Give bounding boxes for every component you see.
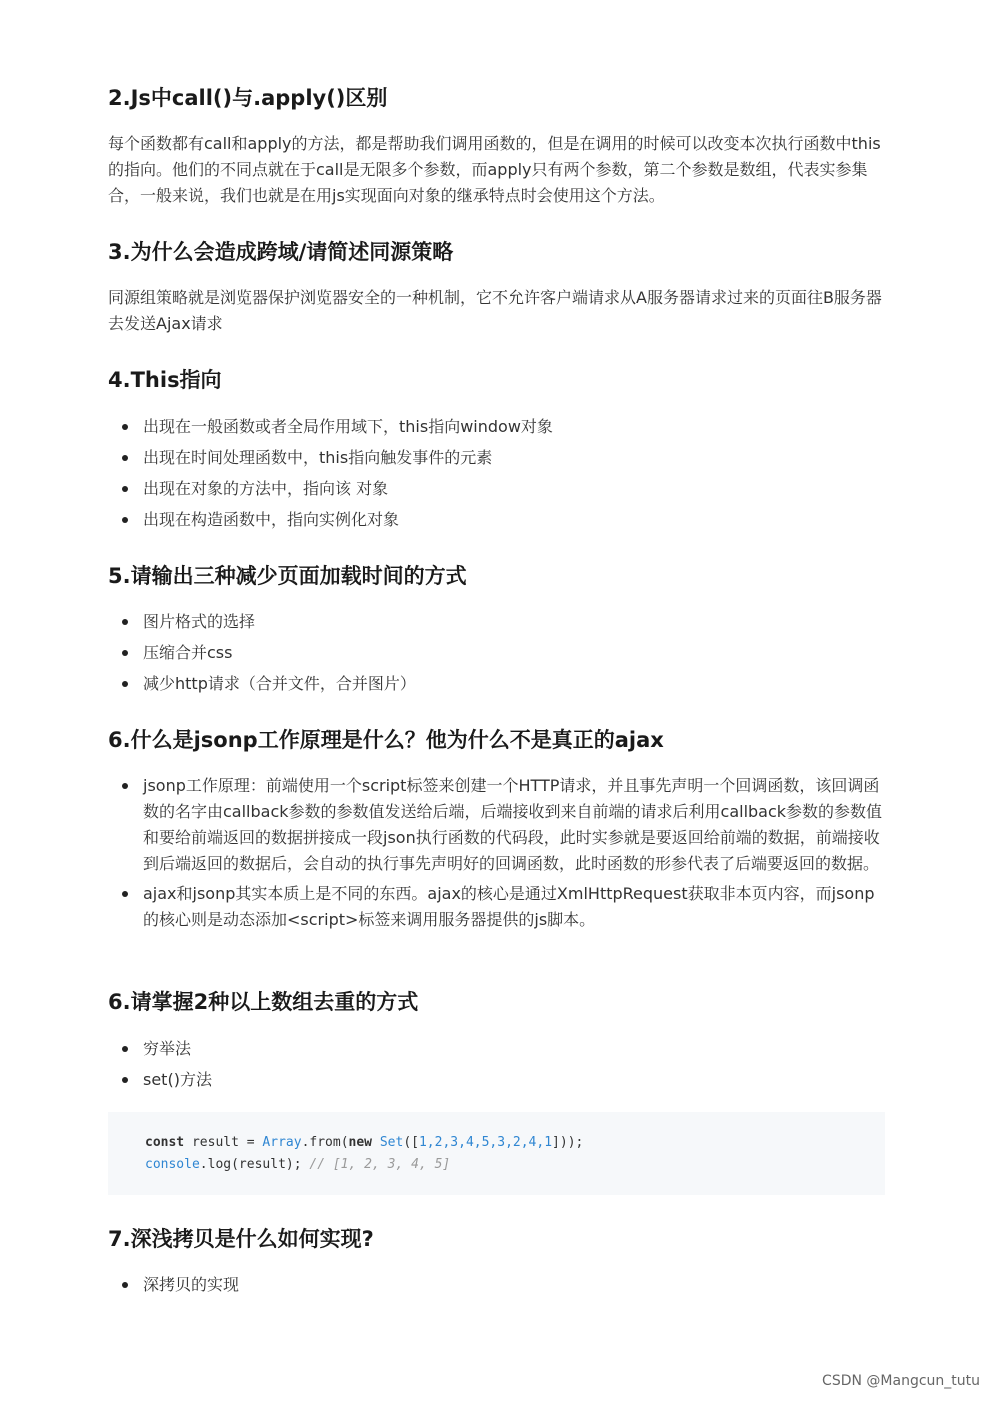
bullet-icon: [122, 1282, 128, 1288]
bullet-icon: [122, 619, 128, 625]
list-item-text: 减少http请求（合并文件，合并图片）: [143, 674, 416, 693]
code-keyword: const: [145, 1135, 185, 1150]
code-text: ]));: [552, 1135, 584, 1150]
code-numbers: 1,2,3,4,5,3,2,4,1: [418, 1135, 553, 1150]
list-item: [108, 671, 888, 702]
list-item: [108, 640, 888, 671]
code-line-2: [145, 1154, 450, 1176]
list-item: [108, 476, 888, 507]
list-item-text: 出现在时间处理函数中，this指向触发事件的元素: [143, 448, 493, 467]
section-paragraph-call-apply: 每个函数都有call和apply的方法，都是帮助我们调用函数的，但是在调用的时候可以改变本次执行函数中this的指向。他们的不同点就在于call是无限多个参数，而apply只有两个参数，第二个参数是数组，代表实参集合，一般来说，我们也就是在用js实现面向对象的继承特点时会使用这个方法。: [108, 134, 881, 205]
section-heading-array-dedupe: 6.请掌握2种以上数组去重的方式: [108, 990, 419, 1014]
section-heading-jsonp: 6.什么是jsonp工作原理是什么？他为什么不是真正的ajax: [108, 728, 664, 752]
code-class: Array: [262, 1135, 302, 1150]
code-text: ([: [403, 1135, 419, 1150]
bullet-icon: [122, 455, 128, 461]
code-text: result =: [184, 1135, 263, 1150]
code-class: Set: [379, 1135, 404, 1150]
page-load-list: [108, 609, 888, 702]
bullet-icon: [122, 486, 128, 492]
list-item: [108, 609, 888, 640]
list-item-text: ajax和jsonp其实本质上是不同的东西。ajax的核心是通过XmlHttpRequest获取非本页内容，而jsonp的核心则是动态添加<script>标签来调用服务器提供的js脚本。: [143, 884, 875, 929]
code-block: [108, 1112, 885, 1195]
list-item-text: 出现在一般函数或者全局作用域下，this指向window对象: [143, 417, 553, 436]
bullet-icon: [122, 650, 128, 656]
list-item: [108, 414, 888, 445]
code-text: [372, 1135, 380, 1150]
bullet-icon: [122, 1046, 128, 1052]
list-item: [108, 445, 888, 476]
bullet-icon: [122, 424, 128, 430]
list-item-text: 出现在构造函数中，指向实例化对象: [143, 510, 400, 529]
code-text: .from(: [301, 1135, 349, 1150]
section-heading-page-load: 5.请输出三种减少页面加载时间的方式: [108, 564, 467, 588]
list-item: [108, 507, 888, 538]
bullet-icon: [122, 1077, 128, 1083]
bullet-icon: [122, 517, 128, 523]
bullet-icon: [122, 891, 128, 897]
list-item-text: 深拷贝的实现: [143, 1275, 240, 1294]
section-heading-deep-copy: 7.深浅拷贝是什么如何实现?: [108, 1227, 374, 1251]
code-line-1: [145, 1132, 583, 1154]
code-class: console: [145, 1157, 200, 1172]
deep-copy-list: [108, 1272, 888, 1303]
list-item: [108, 1067, 888, 1098]
bullet-icon: [122, 783, 128, 789]
list-item: [108, 1036, 888, 1067]
list-item-text: set()方法: [143, 1070, 212, 1089]
jsonp-list: [108, 773, 888, 937]
array-dedupe-list: [108, 1036, 888, 1098]
list-item-text: 穷举法: [143, 1039, 192, 1058]
section-heading-cross-origin: 3.为什么会造成跨域/请简述同源策略: [108, 240, 454, 264]
list-item: [108, 773, 888, 877]
watermark: CSDN @Mangcun_tutu: [822, 1373, 980, 1389]
code-keyword: new: [348, 1135, 373, 1150]
list-item-text: 出现在对象的方法中，指向该 对象: [143, 479, 389, 498]
section-heading-this: 4.This指向: [108, 368, 222, 392]
list-item: [108, 1272, 888, 1303]
code-text: .log(result);: [199, 1157, 310, 1172]
list-item: [108, 881, 888, 933]
bullet-icon: [122, 681, 128, 687]
this-list: [108, 414, 888, 538]
list-item-text: jsonp工作原理：前端使用一个script标签来创建一个HTTP请求，并且事先声明一个回调函数，该回调函数的名字由callback参数的参数值发送给后端，后端接收到来自前端的请求后利用callback参数的参数值和要给前端返回的数据拼接成一段json执行函数的代码段，此时实参就是要返回给前端的数据，前端接收到后端返回的数据后，会自动的执行事先声明好的回调函数，此时函数的形参代表了后端要返回的数据。: [143, 776, 883, 873]
section-heading-call-apply: 2.Js中call()与.apply()区别: [108, 86, 388, 110]
list-item-text: 压缩合并css: [143, 643, 233, 662]
code-comment: // [1, 2, 3, 4, 5]: [309, 1157, 451, 1172]
section-paragraph-cross-origin: 同源组策略就是浏览器保护浏览器安全的一种机制，它不允许客户端请求从A服务器请求过来的页面往B服务器去发送Ajax请求: [108, 288, 882, 333]
list-item-text: 图片格式的选择: [143, 612, 256, 631]
